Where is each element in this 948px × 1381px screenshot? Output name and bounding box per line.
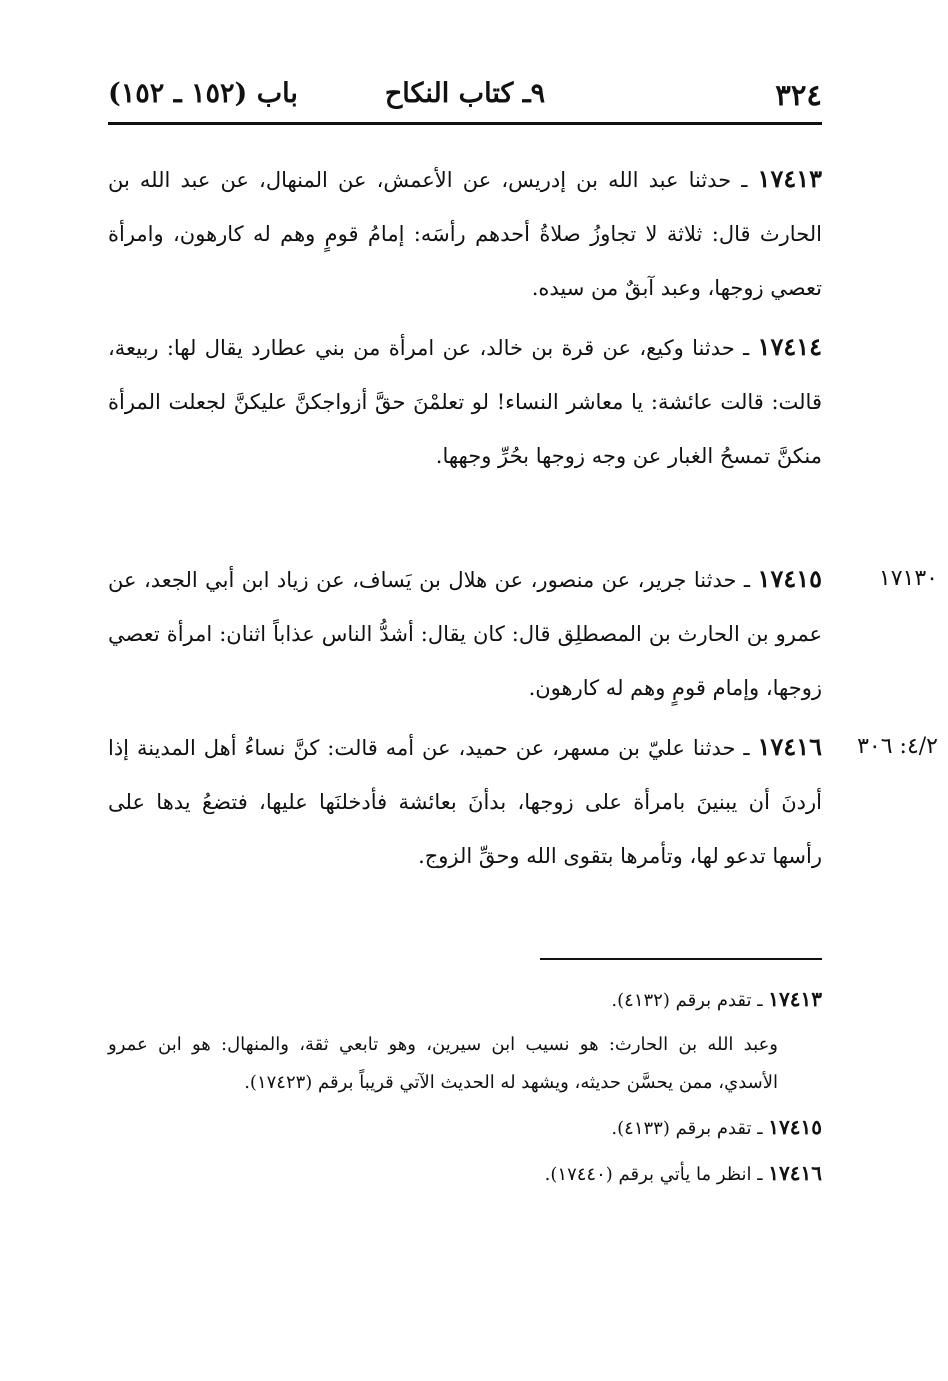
footnote-number: ١٧٤١٦ <box>768 1161 822 1185</box>
hadith-text: ـ حدثنا وكيع، عن قرة بن خالد، عن امرأة من بني عطارد يقال لها: ربيعة، قالت: قالت عائشة: يا معاشر النساء! لو تعلمْنَ حقَّ أزواجكنَّ عليكنَّ لجعلت المرأة منكنَّ تمسحُ الغبار عن وجه زوجها بحُرِّ وجهها. <box>108 336 822 468</box>
margin-reference: ٤/٢: ٣٠٦ <box>857 734 938 759</box>
hadith-entry <box>108 552 822 715</box>
footnote <box>108 1154 822 1194</box>
footnote-text: ـ تقدم برقم (٤١٣٢). <box>611 990 763 1011</box>
book-title: ٩ـ كتاب النكاح <box>384 78 546 109</box>
footnote-text: وعبد الله بن الحارث: هو نسيب ابن سيرين، وهو تابعي ثقة، والمنهال: هو ابن عمرو الأسدي، ممن يحسَّن حديثه، ويشهد له الحديث الآتي قريباً برقم (١٧٤٢٣). <box>108 1034 778 1093</box>
chapter-heading: باب (١٥٢ ـ ١٥٢) <box>108 78 298 109</box>
header-rule <box>108 122 822 125</box>
footnote-rule <box>540 958 822 960</box>
footnote-text: ـ تقدم برقم (٤١٣٣). <box>611 1118 763 1139</box>
hadith-entry <box>108 720 822 883</box>
footnote <box>108 980 822 1020</box>
hadith-entry <box>108 320 822 483</box>
footnote <box>108 1108 822 1148</box>
footnote <box>108 1026 822 1102</box>
hadith-number: ١٧٤١٣ <box>757 164 822 193</box>
page-number: ٣٢٤ <box>775 78 822 112</box>
footnote-text: ـ انظر ما يأتي برقم (١٧٤٤٠). <box>544 1164 763 1185</box>
hadith-entry <box>108 152 822 315</box>
footnote-number: ١٧٤١٥ <box>768 1115 822 1139</box>
hadith-text: ـ حدثنا عبد الله بن إدريس، عن الأعمش، عن المنهال، عن عبد الله بن الحارث قال: ثلاثة لا تجاوزُ صلاةُ أحدهم رأسَه: إمامُ قومٍ وهم له كارهون، وامرأة تعصي زوجها، وعبد آبقٌ من سيده. <box>108 168 822 300</box>
footnotes <box>108 980 822 1200</box>
hadith-number: ١٧٤١٤ <box>757 332 822 361</box>
footnote-number: ١٧٤١٣ <box>768 987 822 1011</box>
margin-reference: ١٧١٣٠ <box>878 566 938 591</box>
hadith-text: ـ حدثنا عليّ بن مسهر، عن حميد، عن أمه قالت: كنَّ نساءُ أهل المدينة إذا أردنَ أن يبنينَ بامرأة على زوجها، بدأنَ بعائشة فأدخلنَها عليها، فتضعُ يدها على رأسها تدعو لها، وتأمرها بتقوى الله وحقِّ الزوج. <box>108 736 822 868</box>
page-header <box>108 74 822 114</box>
hadith-number: ١٧٤١٥ <box>757 564 822 593</box>
hadith-number: ١٧٤١٦ <box>757 732 822 761</box>
hadith-text: ـ حدثنا جرير، عن منصور، عن هلال بن يَساف، عن زياد ابن أبي الجعد، عن عمرو بن الحارث بن المصطلِق قال: كان يقال: أشدُّ الناس عذاباً اثنان: امرأة تعصي زوجها، وإمام قومٍ وهم له كارهون. <box>108 568 822 700</box>
